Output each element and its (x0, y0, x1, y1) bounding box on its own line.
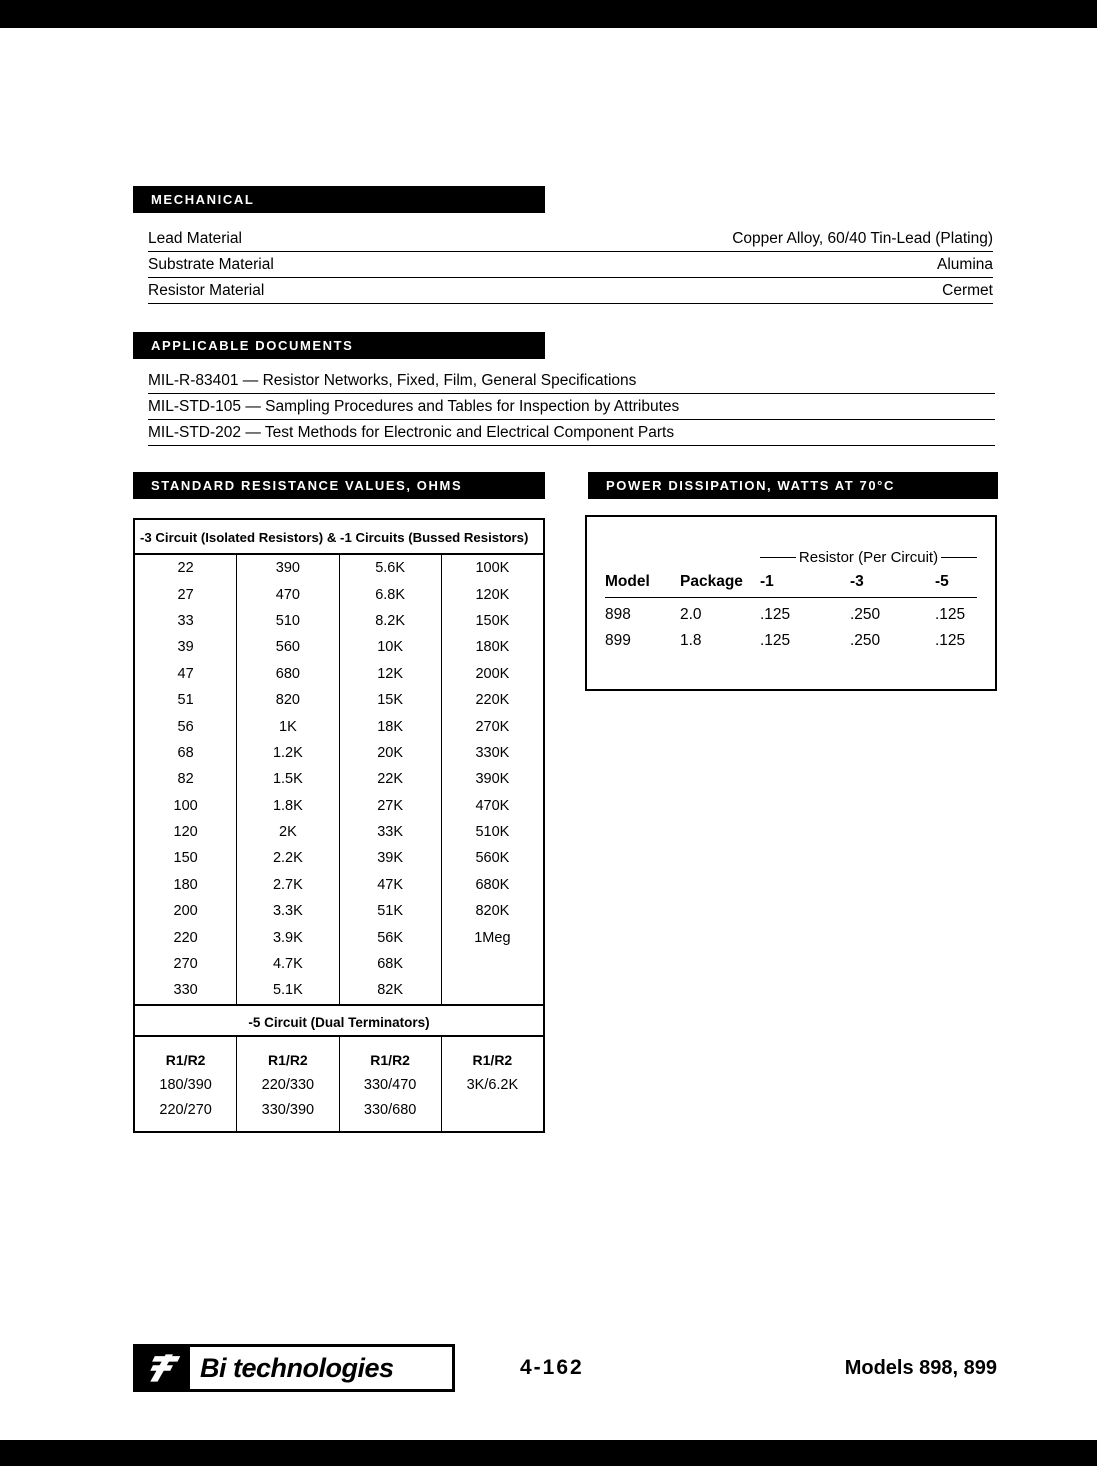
dual-column-header: R1/R2 (165, 1051, 206, 1068)
documents-section-header (133, 332, 545, 359)
resistance-value: 6.8K (375, 586, 406, 603)
power-rows (605, 598, 977, 650)
resistance-value: 200 (173, 903, 198, 920)
resistance-value: 680 (275, 665, 300, 682)
dual-terminator-grid (135, 1037, 543, 1131)
resistance-value: 12K (377, 665, 404, 682)
resistance-value: 51K (377, 903, 404, 920)
spec-value: Cermet (942, 282, 993, 299)
resistance-value: 330 (173, 982, 198, 999)
resistance-value: 20K (377, 744, 404, 761)
dual-column-header: R1/R2 (268, 1051, 308, 1068)
rule-line (941, 557, 977, 559)
rule-line (760, 557, 796, 559)
documents-list (148, 368, 995, 446)
dual-terminator-column (441, 1037, 543, 1131)
resistance-grid (135, 555, 543, 1004)
resistance-value: 1.2K (272, 744, 303, 761)
document-item: MIL-STD-202 — Test Methods for Electronic and Electrical Component Parts (148, 420, 995, 446)
power-table-cell: .250 (850, 632, 881, 649)
resistance-value (442, 977, 543, 1003)
resistance-value: 27K (377, 797, 404, 814)
power-table-cell: .125 (760, 632, 791, 649)
power-table-cell: 898 (605, 606, 631, 623)
resistance-value: 39K (377, 850, 404, 867)
spec-value: Copper Alloy, 60/40 Tin-Lead (Plating) (732, 230, 993, 247)
resistance-value: 220K (475, 692, 510, 709)
resistance-value: 220 (173, 929, 198, 946)
resistor-per-circuit-header (760, 549, 977, 566)
document-item: MIL-R-83401 — Resistor Networks, Fixed, Film, General Specifications (148, 368, 995, 394)
dual-terminator-column (135, 1037, 236, 1131)
dual-terminator-column (339, 1037, 441, 1131)
resistance-value: 47K (377, 876, 404, 893)
dual-terminator-value (442, 1098, 543, 1123)
dual-column-header: R1/R2 (370, 1051, 410, 1068)
top-border-bar (0, 0, 1097, 28)
resistance-value: 82K (377, 982, 404, 999)
power-table-row (605, 598, 977, 624)
resistance-value: 680K (475, 876, 510, 893)
dual-terminator-value: 220/270 (159, 1102, 212, 1119)
resistance-value (442, 951, 543, 977)
power-table-cell: .125 (935, 606, 966, 623)
dual-terminator-title: -5 Circuit (Dual Terminators) (135, 1004, 543, 1037)
dual-terminator-value: 220/330 (261, 1077, 315, 1094)
brand-name: Bi technologies (200, 1352, 394, 1383)
resistance-section-title: STANDARD RESISTANCE VALUES, OHMS (151, 478, 463, 493)
dual-terminator-value: 330/390 (261, 1102, 315, 1119)
resistor-per-circuit-label: Resistor (Per Circuit) (798, 549, 939, 566)
resistance-table-subtitle: -3 Circuit (Isolated Resistors) & -1 Circuits (Bussed Resistors) (135, 520, 543, 555)
resistance-value: 15K (377, 692, 404, 709)
resistance-column (441, 555, 543, 1004)
resistance-value: 56K (377, 929, 404, 946)
resistance-value: 470K (475, 797, 510, 814)
resistance-value: 3.3K (272, 903, 303, 920)
resistance-value: 560K (475, 850, 510, 867)
power-table-cell: .125 (760, 606, 791, 623)
spec-label: Substrate Material (148, 256, 274, 273)
resistance-value: 56 (177, 718, 194, 735)
page-number: 4-162 (520, 1356, 584, 1379)
power-span-header-row (605, 549, 977, 566)
resistance-value: 270K (475, 718, 510, 735)
resistance-value: 2K (279, 824, 297, 841)
power-column-header: Model (605, 573, 650, 590)
resistance-value: 1.5K (272, 771, 303, 788)
spec-row (148, 226, 993, 252)
resistance-value: 18K (377, 718, 404, 735)
resistance-value: 5.6K (375, 560, 406, 577)
resistance-value: 8.2K (375, 612, 406, 629)
spec-label: Lead Material (148, 230, 242, 247)
dual-terminator-value: 180/390 (159, 1077, 212, 1094)
resistance-value: 120 (173, 824, 198, 841)
resistance-value: 150 (173, 850, 198, 867)
power-table-cell: 2.0 (680, 606, 702, 623)
resistance-column (339, 555, 441, 1004)
brand-logo (133, 1344, 455, 1392)
resistance-value: 390K (475, 771, 510, 788)
mechanical-table (148, 226, 993, 304)
resistance-value: 180 (173, 876, 198, 893)
power-table-cell: 1.8 (680, 632, 702, 649)
resistance-value: 3.9K (272, 929, 303, 946)
resistance-value: 51 (177, 692, 194, 709)
resistance-value: 820K (475, 903, 510, 920)
resistance-value: 2.2K (272, 850, 303, 867)
resistance-value: 1Meg (474, 929, 511, 946)
resistance-value: 330K (475, 744, 510, 761)
power-dissipation-table (585, 515, 997, 691)
mechanical-section-header (133, 186, 545, 213)
spec-label: Resistor Material (148, 282, 265, 299)
spec-value: Alumina (937, 256, 993, 273)
resistance-value: 47 (177, 665, 194, 682)
resistance-value: 560 (275, 639, 300, 656)
resistance-value: 470 (275, 586, 300, 603)
resistance-value: 4.7K (272, 956, 303, 973)
mechanical-section-title: MECHANICAL (151, 192, 255, 207)
dual-terminator-value: 3K/6.2K (466, 1077, 519, 1094)
power-table-cell: .250 (850, 606, 881, 623)
power-section-header (588, 472, 998, 499)
resistance-value: 100K (475, 560, 510, 577)
resistance-value: 180K (475, 639, 510, 656)
power-section-title: POWER DISSIPATION, WATTS AT 70°C (606, 478, 895, 493)
resistance-value: 33K (377, 824, 404, 841)
bottom-border-bar (0, 1440, 1097, 1466)
documents-section-title: APPLICABLE DOCUMENTS (151, 338, 354, 353)
dual-column-header: R1/R2 (472, 1051, 513, 1068)
resistance-value: 120K (475, 586, 510, 603)
resistance-value: 1.8K (272, 797, 303, 814)
resistance-value: 200K (475, 665, 510, 682)
resistance-value: 390 (275, 560, 300, 577)
spec-row (148, 278, 993, 304)
resistance-value: 510K (475, 824, 510, 841)
resistance-value: 820 (275, 692, 300, 709)
power-column-header: -3 (850, 573, 864, 590)
power-column-header: Package (680, 573, 743, 590)
resistance-value: 270 (173, 956, 198, 973)
dual-terminator-value: 330/470 (363, 1077, 417, 1094)
dual-terminator-column (236, 1037, 338, 1131)
power-table-cell: .125 (935, 632, 966, 649)
resistance-section-header (133, 472, 545, 499)
resistance-table (133, 518, 545, 1133)
resistance-value: 1K (279, 718, 297, 735)
power-column-headers (605, 566, 977, 598)
resistance-value: 33 (177, 612, 194, 629)
resistance-value: 22 (177, 560, 194, 577)
resistance-value: 68 (177, 744, 194, 761)
resistance-value: 100 (173, 797, 198, 814)
resistance-value: 68K (377, 956, 404, 973)
resistance-value: 27 (177, 586, 194, 603)
power-table-cell: 899 (605, 632, 631, 649)
dual-terminator-value: 330/680 (363, 1102, 417, 1119)
resistance-value: 150K (475, 612, 510, 629)
resistance-value: 2.7K (272, 876, 303, 893)
resistance-column (236, 555, 338, 1004)
resistance-value: 22K (377, 771, 404, 788)
resistance-value: 82 (177, 771, 194, 788)
power-table-row (605, 624, 977, 650)
brand-logo-mark-icon (136, 1347, 190, 1389)
resistance-value: 10K (377, 639, 404, 656)
document-item: MIL-STD-105 — Sampling Procedures and Tables for Inspection by Attributes (148, 394, 995, 420)
resistance-column (135, 555, 236, 1004)
resistance-value: 510 (275, 612, 300, 629)
spec-row (148, 252, 993, 278)
resistance-value: 39 (177, 639, 194, 656)
power-column-header: -5 (935, 573, 949, 590)
resistance-value: 5.1K (272, 982, 303, 999)
footer-models-label: Models 898, 899 (844, 1357, 997, 1379)
power-column-header: -1 (760, 573, 774, 590)
